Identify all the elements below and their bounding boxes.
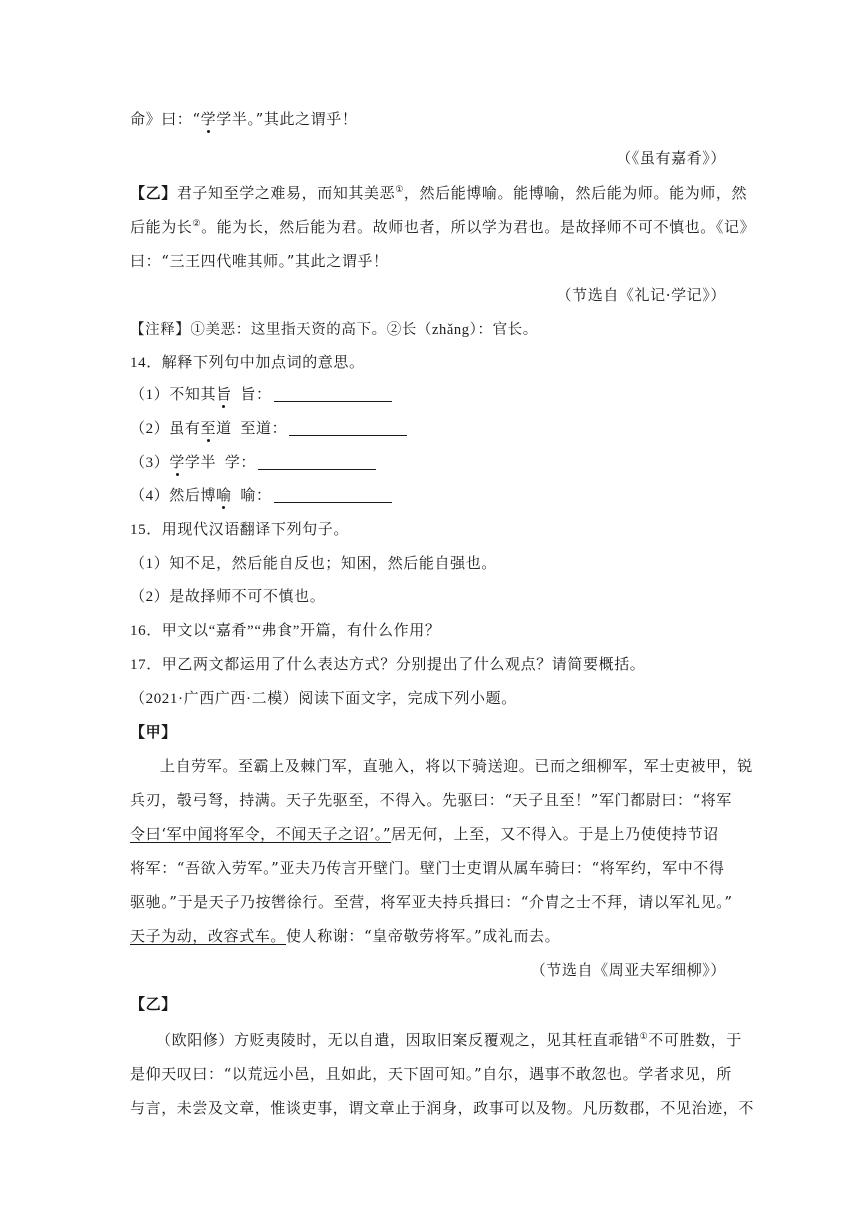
q14-item-1: （1）不知其旨 旨： [130, 383, 392, 404]
footnote-2: ② [192, 219, 202, 229]
jia-source: （《虽有嘉肴》） [616, 149, 726, 167]
q14-item-4: （4）然后博喻 喻： [130, 484, 392, 505]
yi2-line-2: 是仰天叹曰：“以荒远小邑，且如此，天下固可知。”自尔，遇事不敢忽也。学者求见，所 [130, 1065, 732, 1083]
answer-blank [258, 455, 376, 470]
emphasis-dot-char: 学 [200, 110, 217, 128]
q14-item-2: （2）虽有至道 至道： [130, 417, 407, 438]
yi-line-2: 后能为长②。能为长，然后能为君。故师也者，所以学为君也。是故择师不可不慎也。《记》 [130, 218, 756, 236]
footnote-1: ① [639, 1032, 649, 1042]
yi-tag: 【乙】 [130, 186, 177, 202]
jia2-tag: 【甲】 [130, 725, 177, 741]
jia2-source: （节选自《周亚夫军细柳》） [530, 961, 726, 979]
q17: 17．甲乙两文都运用了什么表达方式？分别提出了什么观点？请简要概括。 [130, 657, 646, 673]
jia2-line-5: 驱驰。”于是天子乃按辔徐行。至营，将军亚夫持兵揖曰：“介胄之士不拜，请以军礼见。” [130, 893, 733, 911]
jia2-line-3: 令曰‘军中闻将军令，不闻天子之诏’。”居无何，上至，又不得入。于是上乃使使持节诏 [130, 825, 719, 843]
answer-blank [274, 387, 392, 402]
yi2-line-1: （欧阳修）方贬夷陵时，无以自遣，因取旧案反覆观之，见其枉直乖错①不可胜数，于 [156, 1031, 742, 1049]
jia2-line-6: 天子为动，改容式车。使人称谢：“皇帝敬劳将军。”成礼而去。 [130, 927, 561, 945]
yi-line-1: 【乙】君子知至学之难易，而知其美恶①，然后能博喻。能博喻，然后能为师。能为师，然 [130, 184, 748, 202]
yi-source: （节选自《礼记·学记》） [556, 286, 726, 304]
underlined-sentence: 天子为动，改容式车。 [130, 927, 287, 945]
yi2-tag: 【乙】 [130, 997, 177, 1013]
q15-stem: 15．用现代汉语翻译下列句子。 [130, 522, 350, 538]
q14-stem: 14．解释下列句中加点词的意思。 [130, 355, 365, 371]
jia-text-tail: 命》曰：“学学半。”其此之谓乎！ [130, 110, 358, 128]
footnote-1: ① [395, 185, 404, 195]
q15-item-1: （1）知不足，然后能自反也；知困，然后能自强也。 [130, 556, 497, 572]
annotation: 【注释】①美恶：这里指天资的高下。②长（zhǎng）：官长。 [130, 322, 538, 338]
answer-blank [274, 488, 392, 503]
jia2-line-1: 上自劳军。至霸上及棘门军，直驰入，将以下骑送迎。已而之细柳军，军士吏被甲，锐 [160, 757, 753, 775]
q14-item-3: （3）学学半 学： [130, 451, 376, 472]
yi2-line-3: 与言，未尝及文章，惟谈吏事，谓文章止于润身，政事可以及物。凡历数郡，不见治迹，不 [130, 1099, 755, 1117]
passage-intro: （2021·广西广西·二模）阅读下面文字，完成下列小题。 [130, 691, 517, 707]
answer-blank [289, 421, 407, 436]
jia2-line-4: 将军：“吾欲入劳军。”亚夫乃传言开壁门。壁门士吏谓从属车骑曰：“将军约，军中不得 [130, 859, 725, 877]
q16: 16．甲文以“嘉肴”“弗食”开篇，有什么作用？ [130, 623, 441, 639]
yi-line-3: 曰：“三王四代唯其师。”其此之谓乎！ [130, 252, 389, 270]
jia2-line-2: 兵刃，彀弓弩，持满。天子先驱至，不得入。先驱曰：“天子且至！”军门都尉曰：“将军 [130, 791, 733, 809]
q15-item-2: （2）是故择师不可不慎也。 [130, 589, 326, 605]
underlined-sentence: 令曰‘军中闻将军令，不闻天子之诏’。” [130, 825, 392, 843]
